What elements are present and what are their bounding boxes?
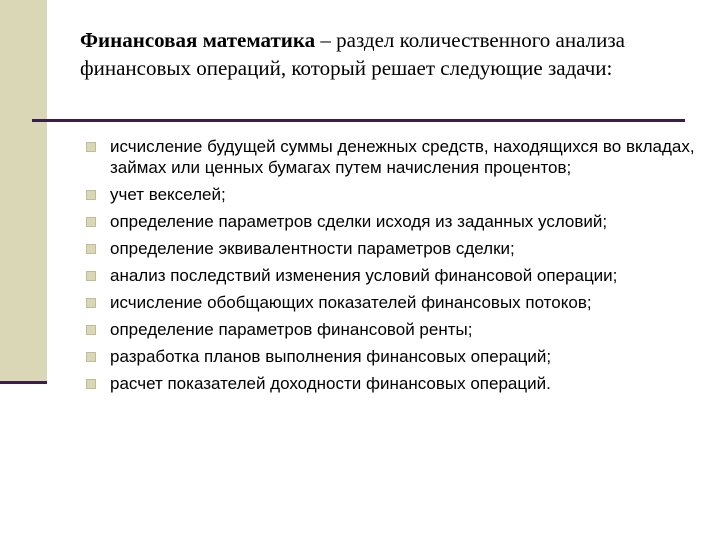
square-bullet-icon bbox=[86, 142, 96, 152]
list-item-text: определение параметров финансовой ренты; bbox=[110, 320, 473, 339]
square-bullet-icon bbox=[86, 244, 96, 254]
square-bullet-icon bbox=[86, 379, 96, 389]
square-bullet-icon bbox=[86, 298, 96, 308]
square-bullet-icon bbox=[86, 217, 96, 227]
square-bullet-icon bbox=[86, 352, 96, 362]
list-item bbox=[84, 265, 704, 286]
square-bullet-icon bbox=[86, 271, 96, 281]
left-accent-band bbox=[0, 0, 47, 383]
list-item bbox=[84, 292, 704, 313]
list-item bbox=[84, 373, 704, 394]
list-item bbox=[84, 319, 704, 340]
list-item bbox=[84, 346, 704, 367]
list-item-text: определение параметров сделки исходя из заданных условий; bbox=[110, 212, 608, 231]
task-list bbox=[84, 136, 704, 400]
list-item-text: учет векселей; bbox=[110, 185, 226, 204]
band-divider bbox=[0, 381, 47, 384]
slide-title bbox=[80, 26, 680, 82]
title-term: Финансовая математика bbox=[80, 28, 316, 52]
list-item bbox=[84, 136, 704, 178]
list-item bbox=[84, 184, 704, 205]
list-item-text: определение эквивалентности параметров сделки; bbox=[110, 239, 515, 258]
list-item-text: расчет показателей доходности финансовых операций. bbox=[110, 374, 551, 393]
title-divider bbox=[32, 119, 685, 122]
list-item-text: исчисление будущей суммы денежных средств, находящихся во вкладах, займах или ценных бумагах путем начисления процентов; bbox=[110, 137, 695, 177]
square-bullet-icon bbox=[86, 325, 96, 335]
square-bullet-icon bbox=[86, 190, 96, 200]
list-item-text: анализ последствий изменения условий финансовой операции; bbox=[110, 266, 618, 285]
list-item-text: разработка планов выполнения финансовых операций; bbox=[110, 347, 552, 366]
title-definition: – раздел количественного анализа финансовых операций, который решает следующие задачи: bbox=[80, 28, 625, 80]
list-item bbox=[84, 238, 704, 259]
list-item bbox=[84, 211, 704, 232]
list-item-text: исчисление обобщающих показателей финансовых потоков; bbox=[110, 293, 592, 312]
